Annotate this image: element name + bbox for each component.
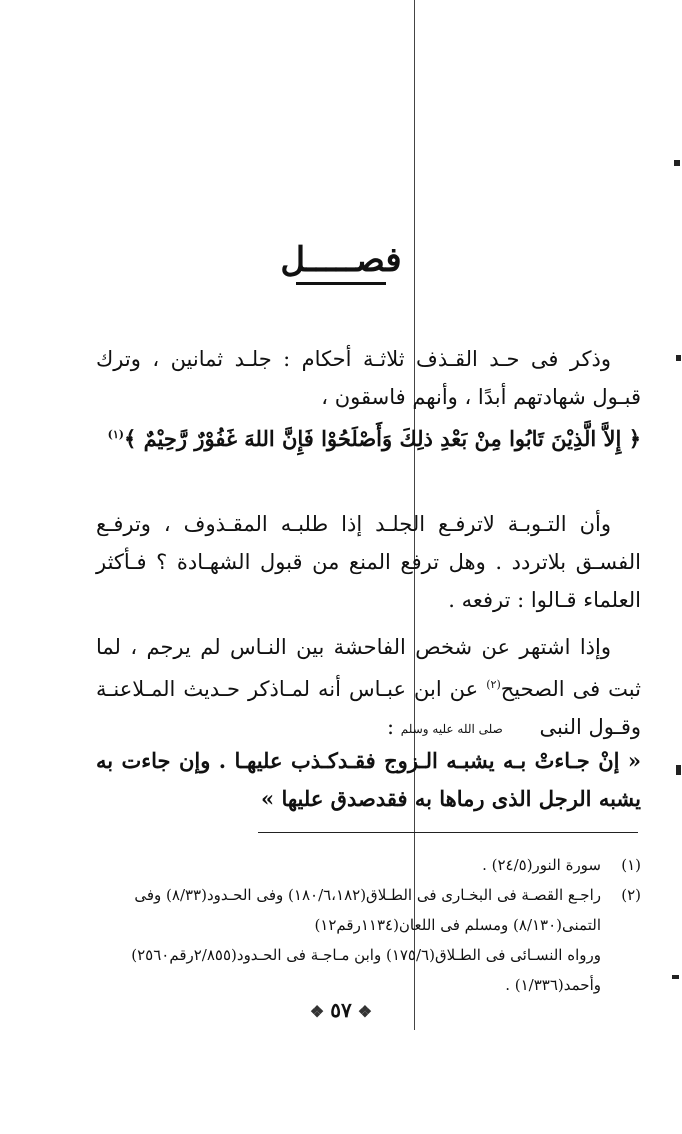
paragraph-3-colon: : (387, 715, 395, 739)
footnote-2-line-1: راجـع القصـة فى البخـارى فى الطـلاق(١٨٠/٦،١٨٢) وفى الحـدود(٨/٣٣) وفى (134, 886, 601, 904)
quran-verse (96, 416, 641, 458)
paragraph-3-text: وإذا اشتهر عن شخص الفاحشة بين النـاس لم يرجم ، لما ثبت فى الصحيح (96, 635, 641, 701)
verse-text: إِلاَّ الَّذِيْنَ تَابُوا مِنْ بَعْدِ ذلِكَ وَأَصْلَحُوْا فَإِنَّ اللهَ غَفُوْرٌ رَّحِيْمٌ (143, 426, 622, 451)
ornament-icon: ❖ (309, 1002, 325, 1021)
footnote-ref-2: (٢) (486, 678, 501, 691)
hadith-quote (96, 742, 641, 818)
paragraph-1-line-1: وذكر فى حـد القـذف ثلاثـة أحكام : جلـد ثمانين ، وترك قبـول (96, 347, 641, 409)
footnote-2-number: (٢) (621, 886, 641, 904)
footnote-1-number: (١) (621, 856, 641, 874)
footnote-1-text: سورة النور(٢٤/٥) . (482, 856, 601, 874)
verse-close-bracket: ﴾ (123, 426, 137, 451)
section-heading (0, 240, 682, 285)
scan-mark (676, 765, 681, 775)
ornament-icon: ❖ (357, 1002, 373, 1021)
paragraph-1 (96, 340, 641, 416)
page-number (0, 998, 682, 1022)
footnote-ref-1: (١) (107, 428, 124, 441)
paragraph-3 (96, 628, 641, 748)
heading-underline (296, 282, 386, 285)
footnote-2-line-3: ورواه النسـائى فى الطـلاق(١٧٥/٦) وابن مـاجـة فى الحـدود(٢/٨٥٥رقم٢٥٦٠) (131, 946, 601, 964)
footnote-separator (258, 832, 638, 833)
verse-open-bracket: ﴿ (628, 426, 641, 451)
paragraph-1-line-2: شهادتهم أبدًا ، وأنهم فاسقون ، (321, 385, 586, 409)
footnote-2-line-2: التمنى(٨/١٣٠) ومسلم فى اللعان(١١٣٤رقم١٢) (314, 916, 601, 934)
footnote-2-line-4: وأحمد(١/٣٣٦) . (505, 976, 601, 994)
footnote-1 (96, 850, 641, 880)
honorific-symbol: صلى الله عليه وسلم (400, 721, 503, 736)
hadith-text: « إنْ جـاءتْ بـه يشبـه الـزوج فقـدكـذب عليهـا . وإن جاءت به يشبه الرجل الذى رماها به فقدصدق عليها » (96, 748, 641, 811)
footnote-2 (96, 880, 641, 1000)
paragraph-2-text: وأن التـوبـة لاترفـع الجلـد إذا طلبـه المقـذوف ، وترفـع الفسـق بلاتردد . وهل ترفع المنع من قبول الشهـادة ؟ فـأكثر العلماء قـالوا : ترفعه . (96, 512, 641, 612)
paragraph-2 (96, 505, 641, 619)
page-number-text: ٥٧ (330, 998, 352, 1022)
scan-mark (676, 355, 681, 361)
section-heading-text: فصـــــل (280, 240, 402, 280)
paragraph-3-text-2: عن ابن عبـاس أنه لمـاذكر حـديث المـلاعنـة وقـول النبى (96, 677, 641, 739)
scan-mark (672, 975, 679, 979)
scan-mark (674, 160, 680, 166)
